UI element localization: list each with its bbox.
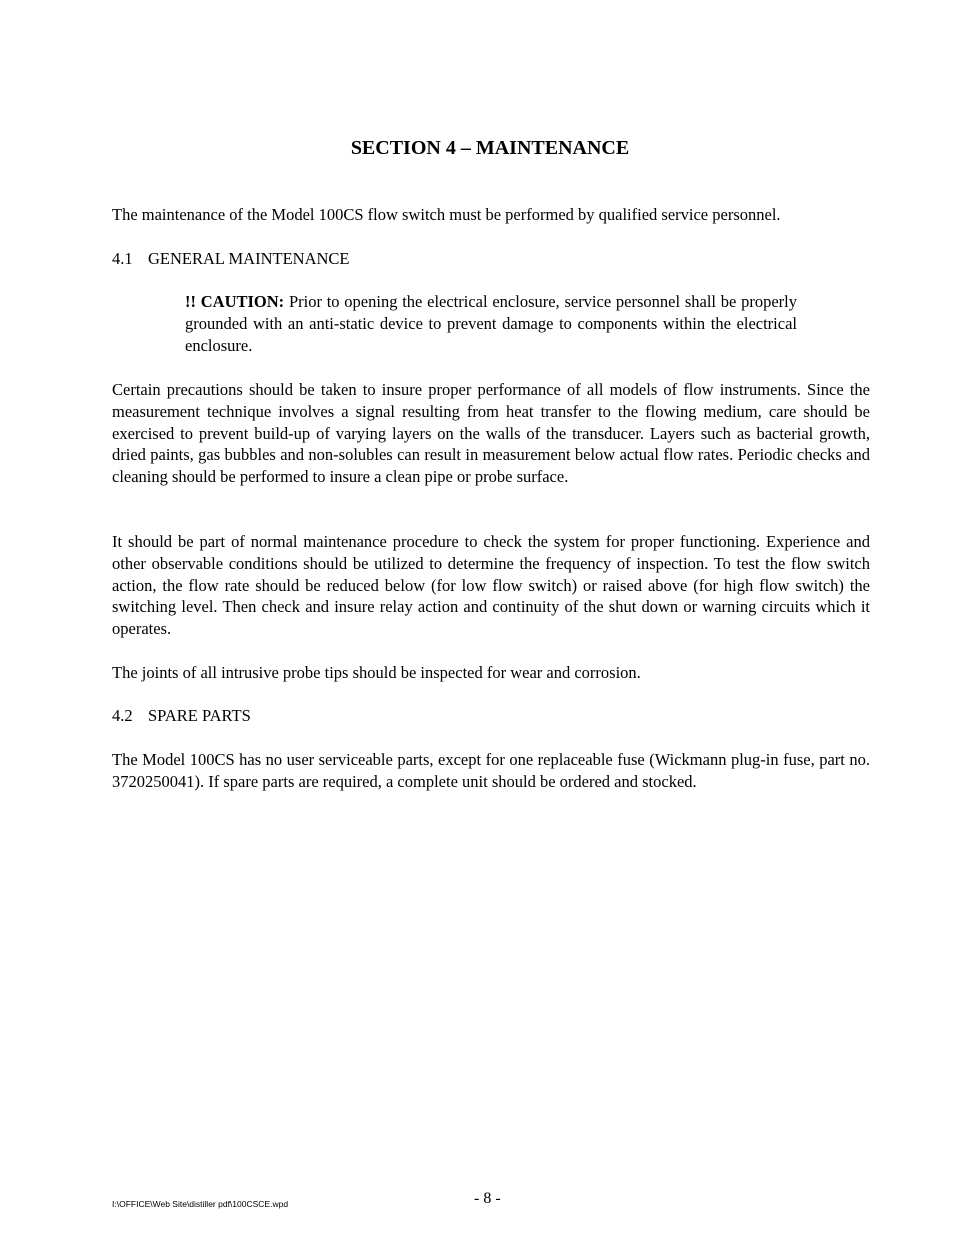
section-label: GENERAL MAINTENANCE bbox=[148, 249, 350, 268]
section-number: 4.2 bbox=[112, 706, 133, 725]
joints-paragraph: The joints of all intrusive probe tips should be inspected for wear and corrosion. bbox=[112, 663, 641, 682]
section-label: SPARE PARTS bbox=[148, 706, 251, 725]
intro-paragraph: The maintenance of the Model 100CS flow switch must be performed by qualified service personnel. bbox=[112, 205, 781, 224]
section-number: 4.1 bbox=[112, 249, 133, 268]
spare-parts-paragraph: The Model 100CS has no user serviceable parts, except for one replaceable fuse (Wickmann plug-in fuse, part no. 3720250041). If spare parts are required, a complete unit should be ordered and stocked. bbox=[112, 750, 870, 791]
caution-label: !! CAUTION: bbox=[185, 292, 285, 311]
procedure-paragraph: It should be part of normal maintenance procedure to check the system for proper functioning. Experience and other observable conditions should be utilized to determine the frequency of inspection. To test the flow switch action, the flow rate should be reduced below (for low flow switch) or raised above (for high flow switch) the switching level. Then check and insure relay action and continuity of the shut down or warning circuits which it operates. bbox=[112, 532, 870, 639]
precautions-paragraph: Certain precautions should be taken to insure proper performance of all models of flow instruments. Since the measurement technique involves a signal resulting from heat transfer to the flowing medium, care should be exercised to prevent build-up of varying layers on the walls of the transducer. Layers such as bacterial growth, dried paints, gas bubbles and non-solubles can result in measurement below actual flow rates. Periodic checks and cleaning should be performed to insure a clean pipe or probe surface. bbox=[112, 380, 870, 487]
caution-block bbox=[185, 291, 797, 357]
caution-text: Prior to opening the electrical enclosure, service personnel shall be properly grounded with an anti-static device to prevent damage to components within the electrical enclosure. bbox=[185, 292, 797, 355]
page-number: - 8 - bbox=[474, 1190, 501, 1207]
footer-file-path: I:\OFFICE\Web Site\distiller pdf\100CSCE.wpd bbox=[112, 1199, 289, 1209]
section-title: SECTION 4 – MAINTENANCE bbox=[350, 137, 630, 159]
section-heading-4-1 bbox=[112, 248, 350, 270]
section-heading-4-2 bbox=[112, 705, 251, 727]
